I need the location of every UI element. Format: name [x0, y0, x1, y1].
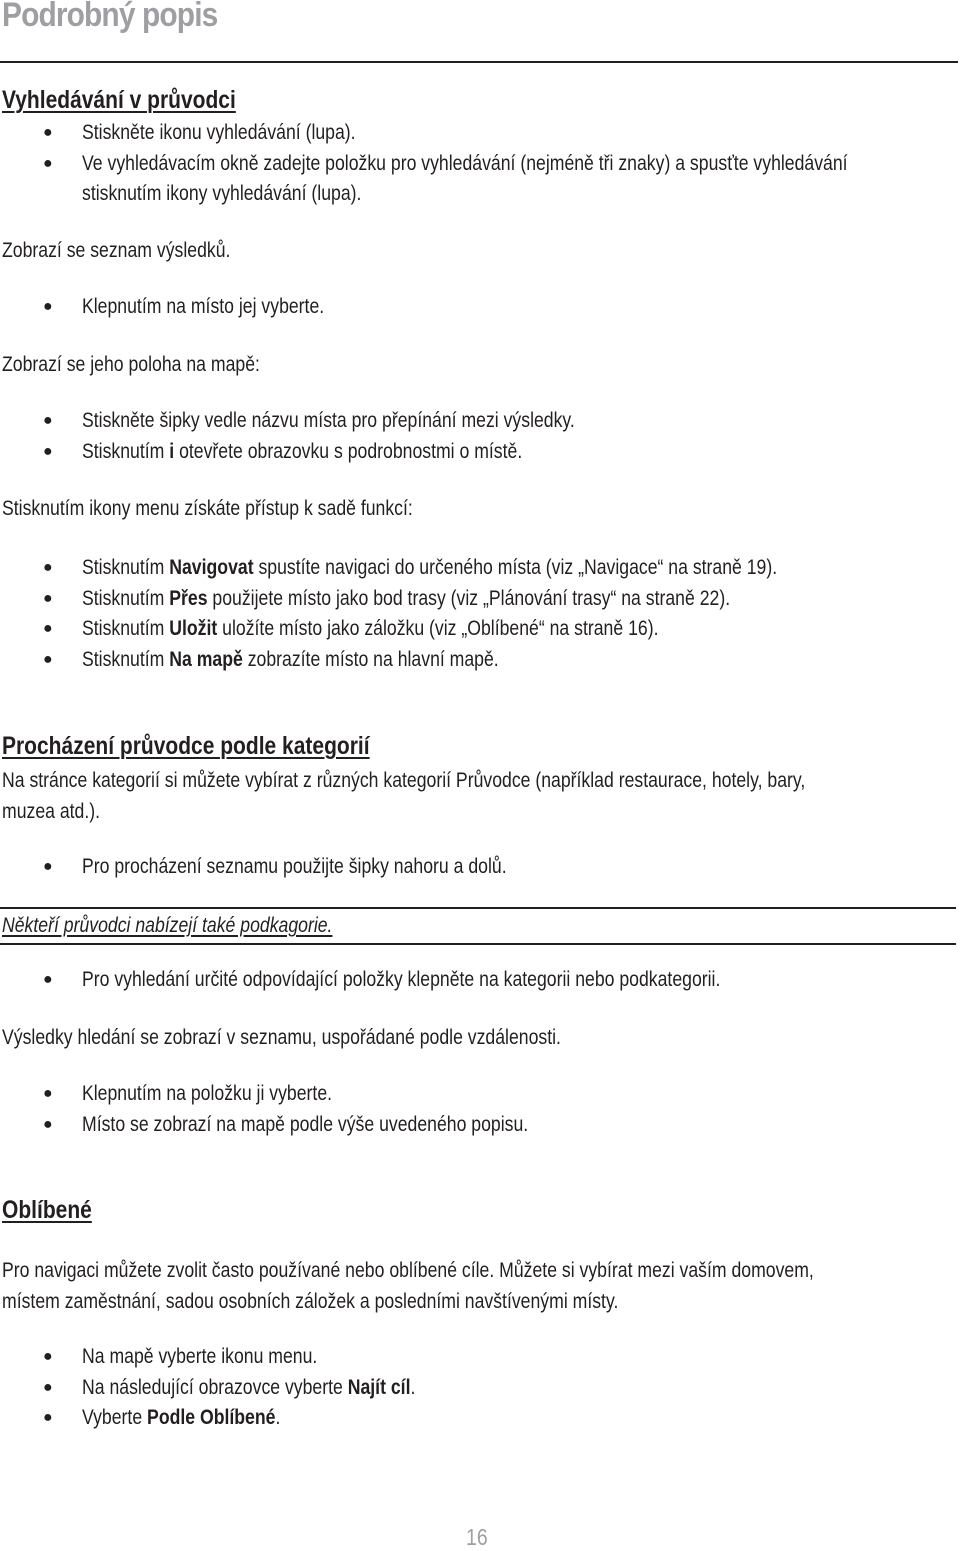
list-item: ● Stisknutím Na mapě zobrazíte místo na hlavní mapě.: [0, 645, 910, 676]
title-rule: [0, 61, 958, 63]
browse-results-list: [0, 1079, 613, 1140]
bullet-icon: ●: [43, 971, 53, 988]
search-steps-list: [0, 118, 960, 210]
list-item: ● Pro procházení seznamu použijte šipky nahoru a dolů.: [0, 852, 587, 883]
list-item: ● Klepnutím na položku ji vyberte.: [0, 1079, 613, 1110]
bullet-icon: ●: [43, 1115, 53, 1133]
list-item: ● Klepnutím na místo jej vyberte.: [0, 292, 370, 323]
list-item: ● Pro vyhledání určité odpovídající položky klepněte na kategorii nebo podkategorii.: [0, 965, 842, 996]
page-number: 16: [466, 1524, 488, 1550]
list-item: ● Na mapě vyberte ikonu menu.: [0, 1342, 479, 1373]
favorites-steps-list: [0, 1342, 479, 1434]
favorites-intro-line2: místem zaměstnání, sadou osobních záložek a posledními navštívenými místy.: [2, 1290, 619, 1313]
bullet-icon: ●: [43, 589, 53, 607]
list-item-continuation: stisknutím ikony vyhledávání (lupa).: [82, 182, 362, 205]
page-title: Podrobný popis: [2, 0, 218, 34]
subcategory-note-box: [0, 907, 956, 945]
browse-results-text: Výsledky hledání se zobrazí v seznamu, uspořádané podle vzdálenosti.: [2, 1026, 561, 1049]
bullet-icon: ●: [43, 559, 53, 576]
bullet-icon: ●: [43, 650, 53, 668]
browse-intro-line2: muzea atd.).: [2, 800, 101, 823]
results-shown-text: Zobrazí se seznam výsledků.: [2, 239, 231, 262]
list-item: ● Stisknutím Navigovat spustíte navigaci do určeného místa (viz „Navigace“ na straně 19).: [0, 553, 910, 584]
bullet-icon: ●: [43, 442, 53, 460]
list-item: ● Stiskněte šipky vedle názvu místa pro přepínání mezi výsledky.: [0, 406, 669, 437]
bullet-icon: ●: [43, 858, 53, 875]
browse-heading: Procházení průvodce podle kategorií: [2, 732, 370, 760]
menu-functions-list: [0, 553, 910, 675]
list-item: ● Stisknutím Uložit uložíte místo jako záložku (viz „Oblíbené“ na straně 16).: [0, 614, 910, 645]
list-item: ● Stiskněte ikonu vyhledávání (lupa).: [0, 118, 960, 149]
select-result-list: [0, 292, 370, 323]
browse-intro-line1: Na stránce kategorií si můžete vybírat z různých kategorií Průvodce (například restaurace, hotely, bary,: [2, 769, 806, 792]
list-item: ● Ve vyhledávacím okně zadejte položku pro vyhledávání (nejméně tři znaky) a spusťte vyhledávání: [0, 149, 960, 180]
bullet-icon: ●: [43, 154, 53, 172]
list-item: ● Vyberte Podle Oblíbené.: [0, 1403, 479, 1434]
bullet-icon: ●: [43, 412, 53, 429]
subcategory-note: Někteří průvodci nabízejí také podkagorie.: [2, 914, 333, 937]
bullet-icon: ●: [43, 124, 53, 141]
bullet-icon: ●: [43, 1409, 53, 1426]
bullet-icon: ●: [43, 1378, 53, 1396]
bullet-icon: ●: [43, 1348, 53, 1365]
browse-select-list: [0, 965, 842, 996]
favorites-heading: Oblíbené: [2, 1196, 92, 1224]
list-item: ● Stisknutím i otevřete obrazovku s podrobnostmi o místě.: [0, 437, 669, 468]
menu-functions-intro: Stisknutím ikony menu získáte přístup k sadě funkcí:: [2, 497, 413, 520]
list-item: ● Stisknutím Přes použijete místo jako bod trasy (viz „Plánování trasy“ na straně 22).: [0, 584, 910, 615]
browse-scroll-list: [0, 852, 587, 883]
bullet-icon: ●: [43, 620, 53, 637]
map-actions-list: [0, 406, 669, 467]
location-shown-text: Zobrazí se jeho poloha na mapě:: [2, 353, 260, 376]
bullet-icon: ●: [43, 298, 53, 315]
list-item: ● Na následující obrazovce vyberte Najít cíl.: [0, 1373, 479, 1404]
favorites-intro-line1: Pro navigaci můžete zvolit často používané nebo oblíbené cíle. Můžete si vybírat mezi vaším domovem,: [2, 1259, 814, 1282]
bullet-icon: ●: [43, 1085, 53, 1102]
search-heading: Vyhledávání v průvodci: [2, 86, 236, 114]
list-item: ● Místo se zobrazí na mapě podle výše uvedeného popisu.: [0, 1110, 613, 1141]
